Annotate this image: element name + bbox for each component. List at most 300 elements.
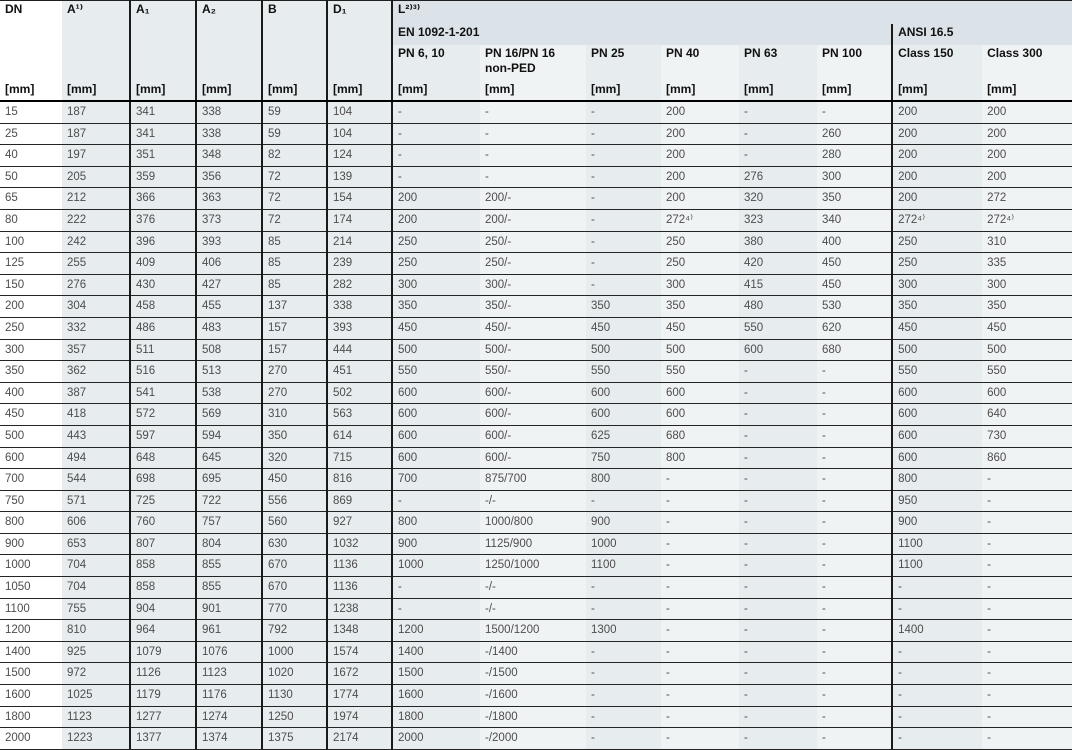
cell-pn63: - xyxy=(739,382,817,404)
cell-dn: 900 xyxy=(0,533,62,555)
cell-b: 137 xyxy=(262,296,327,318)
cell-class150: 600 xyxy=(892,404,982,426)
cell-pn63: - xyxy=(739,685,817,707)
col-header-class300: Class 300 xyxy=(982,45,1072,81)
cell-pn25: 600 xyxy=(586,404,661,426)
cell-a1: 904 xyxy=(130,598,196,620)
cell-a: 653 xyxy=(62,533,130,555)
cell-pn16: - xyxy=(480,101,586,123)
cell-pn25: - xyxy=(586,706,661,728)
cell-a: 187 xyxy=(62,101,130,123)
cell-pn63: - xyxy=(739,512,817,534)
cell-pn100: - xyxy=(817,490,892,512)
cell-b: 72 xyxy=(262,188,327,210)
cell-dn: 600 xyxy=(0,447,62,469)
cell-pn40: - xyxy=(661,728,739,750)
cell-class300: 550 xyxy=(982,361,1072,383)
cell-pn6-10: 450 xyxy=(392,317,480,339)
cell-pn6-10: - xyxy=(392,101,480,123)
cell-d1: 1672 xyxy=(327,663,392,685)
cell-a: 197 xyxy=(62,145,130,167)
cell-dn: 750 xyxy=(0,490,62,512)
cell-d1: 927 xyxy=(327,512,392,534)
cell-class150: 500 xyxy=(892,339,982,361)
cell-pn100: - xyxy=(817,469,892,491)
cell-pn25: 600 xyxy=(586,382,661,404)
col-header-a2: A₂ xyxy=(196,1,262,82)
cell-pn16: -/1600 xyxy=(480,685,586,707)
cell-pn6-10: 600 xyxy=(392,404,480,426)
cell-pn100: 450 xyxy=(817,274,892,296)
cell-class300: - xyxy=(982,663,1072,685)
col-header-pn40: PN 40 xyxy=(661,45,739,81)
cell-a: 704 xyxy=(62,555,130,577)
cell-pn6-10: 250 xyxy=(392,231,480,253)
cell-pn40: 200 xyxy=(661,145,739,167)
cell-pn63: - xyxy=(739,641,817,663)
cell-pn63: - xyxy=(739,555,817,577)
cell-pn63: 480 xyxy=(739,296,817,318)
cell-pn100: - xyxy=(817,641,892,663)
cell-d1: 1774 xyxy=(327,685,392,707)
cell-pn6-10: 600 xyxy=(392,382,480,404)
cell-dn: 2000 xyxy=(0,728,62,750)
cell-pn40: - xyxy=(661,469,739,491)
table-row xyxy=(0,404,1072,426)
cell-pn6-10: 200 xyxy=(392,209,480,231)
table-row xyxy=(0,339,1072,361)
unit-label: [mm] xyxy=(739,81,817,101)
cell-class150: 800 xyxy=(892,469,982,491)
col-group-ansi: ANSI 16.5 xyxy=(892,24,1072,45)
cell-pn25: - xyxy=(586,231,661,253)
cell-a2: 695 xyxy=(196,469,262,491)
cell-pn25: - xyxy=(586,166,661,188)
cell-pn40: 350 xyxy=(661,296,739,318)
cell-a2: 569 xyxy=(196,404,262,426)
cell-d1: 869 xyxy=(327,490,392,512)
cell-d1: 338 xyxy=(327,296,392,318)
cell-pn6-10: 550 xyxy=(392,361,480,383)
table-body xyxy=(0,101,1072,749)
table-row xyxy=(0,166,1072,188)
table-row xyxy=(0,253,1072,275)
cell-a1: 1377 xyxy=(130,728,196,750)
cell-pn63: 323 xyxy=(739,209,817,231)
cell-pn63: 600 xyxy=(739,339,817,361)
cell-pn6-10: 600 xyxy=(392,425,480,447)
cell-pn40: 250 xyxy=(661,253,739,275)
table-row xyxy=(0,209,1072,231)
cell-class300: - xyxy=(982,577,1072,599)
unit-label: [mm] xyxy=(130,81,196,101)
cell-dn: 1500 xyxy=(0,663,62,685)
cell-pn63: - xyxy=(739,728,817,750)
cell-pn63: - xyxy=(739,490,817,512)
cell-pn25: - xyxy=(586,274,661,296)
cell-class150: 250 xyxy=(892,231,982,253)
cell-a: 357 xyxy=(62,339,130,361)
cell-pn40: - xyxy=(661,706,739,728)
cell-dn: 1100 xyxy=(0,598,62,620)
table-row xyxy=(0,274,1072,296)
cell-class150: 950 xyxy=(892,490,982,512)
cell-class150: 200 xyxy=(892,123,982,145)
cell-class150: - xyxy=(892,577,982,599)
cell-b: 310 xyxy=(262,404,327,426)
cell-pn6-10: 1500 xyxy=(392,663,480,685)
cell-pn100: - xyxy=(817,706,892,728)
cell-a2: 1274 xyxy=(196,706,262,728)
table-row xyxy=(0,123,1072,145)
cell-class150: - xyxy=(892,728,982,750)
cell-pn40: - xyxy=(661,685,739,707)
cell-pn16: - xyxy=(480,123,586,145)
cell-pn25: - xyxy=(586,101,661,123)
cell-a1: 351 xyxy=(130,145,196,167)
col-header-pn6-10: PN 6, 10 xyxy=(392,45,480,81)
cell-a: 571 xyxy=(62,490,130,512)
cell-class300: 600 xyxy=(982,382,1072,404)
cell-d1: 1136 xyxy=(327,577,392,599)
cell-pn25: 450 xyxy=(586,317,661,339)
col-header-dn: DN xyxy=(0,1,62,82)
cell-pn63: - xyxy=(739,404,817,426)
cell-b: 157 xyxy=(262,317,327,339)
cell-pn100: 300 xyxy=(817,166,892,188)
cell-pn25: - xyxy=(586,188,661,210)
table-row xyxy=(0,145,1072,167)
cell-pn16: 550/- xyxy=(480,361,586,383)
cell-b: 560 xyxy=(262,512,327,534)
cell-pn25: 500 xyxy=(586,339,661,361)
cell-a2: 855 xyxy=(196,577,262,599)
cell-b: 85 xyxy=(262,231,327,253)
cell-class300: 272⁴⁾ xyxy=(982,209,1072,231)
cell-a2: 901 xyxy=(196,598,262,620)
table-row xyxy=(0,663,1072,685)
cell-a1: 541 xyxy=(130,382,196,404)
cell-a2: 483 xyxy=(196,317,262,339)
unit-label: [mm] xyxy=(392,81,480,101)
table-row xyxy=(0,447,1072,469)
cell-class150: 350 xyxy=(892,296,982,318)
cell-pn25: 800 xyxy=(586,469,661,491)
cell-a: 304 xyxy=(62,296,130,318)
cell-pn100: - xyxy=(817,404,892,426)
cell-pn6-10: 2000 xyxy=(392,728,480,750)
cell-b: 1250 xyxy=(262,706,327,728)
cell-pn100: - xyxy=(817,663,892,685)
cell-a2: 338 xyxy=(196,123,262,145)
cell-pn100: 280 xyxy=(817,145,892,167)
cell-dn: 65 xyxy=(0,188,62,210)
cell-dn: 250 xyxy=(0,317,62,339)
cell-d1: 1574 xyxy=(327,641,392,663)
cell-d1: 1974 xyxy=(327,706,392,728)
cell-a: 222 xyxy=(62,209,130,231)
table-row xyxy=(0,555,1072,577)
cell-pn16: 200/- xyxy=(480,209,586,231)
cell-dn: 450 xyxy=(0,404,62,426)
cell-a2: 645 xyxy=(196,447,262,469)
cell-pn100: 350 xyxy=(817,188,892,210)
cell-class300: - xyxy=(982,620,1072,642)
unit-label: [mm] xyxy=(62,81,130,101)
cell-pn63: 420 xyxy=(739,253,817,275)
cell-a1: 458 xyxy=(130,296,196,318)
table-row xyxy=(0,641,1072,663)
cell-b: 556 xyxy=(262,490,327,512)
col-header-a: A¹⁾ xyxy=(62,1,130,82)
cell-a: 443 xyxy=(62,425,130,447)
cell-b: 320 xyxy=(262,447,327,469)
cell-class150: 200 xyxy=(892,145,982,167)
cell-pn25: 1100 xyxy=(586,555,661,577)
table-row xyxy=(0,512,1072,534)
cell-pn6-10: 500 xyxy=(392,339,480,361)
cell-a: 187 xyxy=(62,123,130,145)
cell-dn: 1600 xyxy=(0,685,62,707)
cell-b: 157 xyxy=(262,339,327,361)
cell-pn25: 1000 xyxy=(586,533,661,555)
cell-b: 450 xyxy=(262,469,327,491)
cell-pn25: 350 xyxy=(586,296,661,318)
cell-class150: 900 xyxy=(892,512,982,534)
cell-class150: 550 xyxy=(892,361,982,383)
cell-pn40: 500 xyxy=(661,339,739,361)
cell-a1: 486 xyxy=(130,317,196,339)
cell-dn: 25 xyxy=(0,123,62,145)
cell-a1: 511 xyxy=(130,339,196,361)
cell-a1: 341 xyxy=(130,123,196,145)
cell-a: 704 xyxy=(62,577,130,599)
cell-dn: 1050 xyxy=(0,577,62,599)
cell-pn63: 550 xyxy=(739,317,817,339)
cell-pn16: - xyxy=(480,166,586,188)
cell-pn63: - xyxy=(739,533,817,555)
cell-b: 72 xyxy=(262,166,327,188)
cell-pn40: 272⁴⁾ xyxy=(661,209,739,231)
cell-pn16: -/1400 xyxy=(480,641,586,663)
cell-pn16: -/- xyxy=(480,598,586,620)
cell-a2: 1176 xyxy=(196,685,262,707)
cell-a2: 406 xyxy=(196,253,262,275)
cell-a: 1025 xyxy=(62,685,130,707)
cell-class300: - xyxy=(982,490,1072,512)
cell-b: 1020 xyxy=(262,663,327,685)
cell-pn100: 400 xyxy=(817,231,892,253)
cell-b: 792 xyxy=(262,620,327,642)
cell-pn100: 620 xyxy=(817,317,892,339)
cell-d1: 563 xyxy=(327,404,392,426)
cell-dn: 700 xyxy=(0,469,62,491)
cell-pn6-10: 1000 xyxy=(392,555,480,577)
cell-pn6-10: 1200 xyxy=(392,620,480,642)
cell-b: 85 xyxy=(262,253,327,275)
cell-pn63: - xyxy=(739,706,817,728)
cell-d1: 816 xyxy=(327,469,392,491)
cell-class300: 335 xyxy=(982,253,1072,275)
cell-class300: - xyxy=(982,555,1072,577)
cell-class150: 200 xyxy=(892,188,982,210)
units-row xyxy=(0,81,1072,101)
cell-dn: 150 xyxy=(0,274,62,296)
cell-pn63: - xyxy=(739,361,817,383)
cell-pn63: 276 xyxy=(739,166,817,188)
cell-a1: 366 xyxy=(130,188,196,210)
col-group-blank xyxy=(892,1,1072,25)
cell-pn100: - xyxy=(817,728,892,750)
unit-label: [mm] xyxy=(196,81,262,101)
cell-d1: 1136 xyxy=(327,555,392,577)
cell-dn: 800 xyxy=(0,512,62,534)
cell-pn25: - xyxy=(586,253,661,275)
cell-a2: 338 xyxy=(196,101,262,123)
table-row xyxy=(0,533,1072,555)
cell-pn16: -/1800 xyxy=(480,706,586,728)
cell-class150: 600 xyxy=(892,447,982,469)
unit-label: [mm] xyxy=(817,81,892,101)
cell-class300: 860 xyxy=(982,447,1072,469)
cell-pn63: - xyxy=(739,469,817,491)
cell-pn6-10: 1600 xyxy=(392,685,480,707)
cell-pn100: - xyxy=(817,425,892,447)
cell-b: 82 xyxy=(262,145,327,167)
cell-d1: 282 xyxy=(327,274,392,296)
cell-pn16: 1500/1200 xyxy=(480,620,586,642)
cell-a2: 855 xyxy=(196,555,262,577)
table-row xyxy=(0,188,1072,210)
cell-a1: 376 xyxy=(130,209,196,231)
cell-a2: 804 xyxy=(196,533,262,555)
cell-a2: 513 xyxy=(196,361,262,383)
cell-pn16: - xyxy=(480,145,586,167)
cell-pn6-10: 600 xyxy=(392,447,480,469)
table-row xyxy=(0,490,1072,512)
table-header xyxy=(0,1,1072,102)
cell-pn40: 550 xyxy=(661,361,739,383)
cell-pn63: - xyxy=(739,620,817,642)
cell-pn40: 600 xyxy=(661,382,739,404)
cell-d1: 154 xyxy=(327,188,392,210)
cell-a1: 341 xyxy=(130,101,196,123)
cell-d1: 502 xyxy=(327,382,392,404)
unit-label: [mm] xyxy=(982,81,1072,101)
cell-class150: - xyxy=(892,706,982,728)
cell-class150: 1100 xyxy=(892,555,982,577)
cell-a: 242 xyxy=(62,231,130,253)
col-header-class150: Class 150 xyxy=(892,45,982,81)
table-row xyxy=(0,728,1072,750)
cell-b: 85 xyxy=(262,274,327,296)
cell-a1: 1126 xyxy=(130,663,196,685)
cell-pn25: - xyxy=(586,685,661,707)
cell-pn25: 1300 xyxy=(586,620,661,642)
cell-a2: 427 xyxy=(196,274,262,296)
cell-b: 59 xyxy=(262,123,327,145)
cell-a2: 757 xyxy=(196,512,262,534)
cell-class300: 200 xyxy=(982,123,1072,145)
cell-pn6-10: - xyxy=(392,166,480,188)
cell-pn16: -/1500 xyxy=(480,663,586,685)
cell-class300: 310 xyxy=(982,231,1072,253)
table-row xyxy=(0,620,1072,642)
cell-pn6-10: 1800 xyxy=(392,706,480,728)
cell-class150: 272⁴⁾ xyxy=(892,209,982,231)
cell-pn25: - xyxy=(586,577,661,599)
unit-label: [mm] xyxy=(586,81,661,101)
cell-pn40: 200 xyxy=(661,166,739,188)
cell-pn40: 250 xyxy=(661,231,739,253)
cell-pn40: - xyxy=(661,512,739,534)
cell-a: 1123 xyxy=(62,706,130,728)
cell-d1: 393 xyxy=(327,317,392,339)
cell-a1: 858 xyxy=(130,555,196,577)
cell-a2: 393 xyxy=(196,231,262,253)
cell-pn100: 680 xyxy=(817,339,892,361)
table-row xyxy=(0,382,1072,404)
cell-pn63: 415 xyxy=(739,274,817,296)
cell-pn100: 530 xyxy=(817,296,892,318)
cell-pn16: 1000/800 xyxy=(480,512,586,534)
table-row xyxy=(0,361,1072,383)
cell-pn40: - xyxy=(661,577,739,599)
col-group-en: EN 1092-1-201 xyxy=(392,24,892,45)
cell-class150: 200 xyxy=(892,101,982,123)
cell-a2: 961 xyxy=(196,620,262,642)
cell-a1: 359 xyxy=(130,166,196,188)
unit-label: [mm] xyxy=(262,81,327,101)
cell-dn: 500 xyxy=(0,425,62,447)
cell-b: 72 xyxy=(262,209,327,231)
cell-pn100: - xyxy=(817,101,892,123)
cell-class300: - xyxy=(982,728,1072,750)
cell-pn100: - xyxy=(817,620,892,642)
cell-b: 1000 xyxy=(262,641,327,663)
cell-pn100: - xyxy=(817,512,892,534)
cell-d1: 444 xyxy=(327,339,392,361)
cell-dn: 1400 xyxy=(0,641,62,663)
cell-a1: 760 xyxy=(130,512,196,534)
cell-a2: 1374 xyxy=(196,728,262,750)
cell-pn16: 600/- xyxy=(480,447,586,469)
cell-d1: 1032 xyxy=(327,533,392,555)
col-header-a1: A₁ xyxy=(130,1,196,82)
cell-class300: - xyxy=(982,533,1072,555)
cell-pn16: 250/- xyxy=(480,253,586,275)
cell-a2: 455 xyxy=(196,296,262,318)
table-row xyxy=(0,685,1072,707)
cell-class300: - xyxy=(982,512,1072,534)
cell-dn: 80 xyxy=(0,209,62,231)
cell-dn: 100 xyxy=(0,231,62,253)
cell-class150: - xyxy=(892,685,982,707)
cell-class300: 640 xyxy=(982,404,1072,426)
cell-pn40: - xyxy=(661,533,739,555)
cell-class150: 1400 xyxy=(892,620,982,642)
cell-class150: 600 xyxy=(892,382,982,404)
cell-pn100: - xyxy=(817,577,892,599)
cell-class150: 250 xyxy=(892,253,982,275)
cell-pn6-10: - xyxy=(392,598,480,620)
cell-dn: 125 xyxy=(0,253,62,275)
cell-pn6-10: 700 xyxy=(392,469,480,491)
cell-pn40: - xyxy=(661,555,739,577)
cell-a2: 348 xyxy=(196,145,262,167)
cell-pn6-10: 200 xyxy=(392,188,480,210)
cell-b: 670 xyxy=(262,577,327,599)
